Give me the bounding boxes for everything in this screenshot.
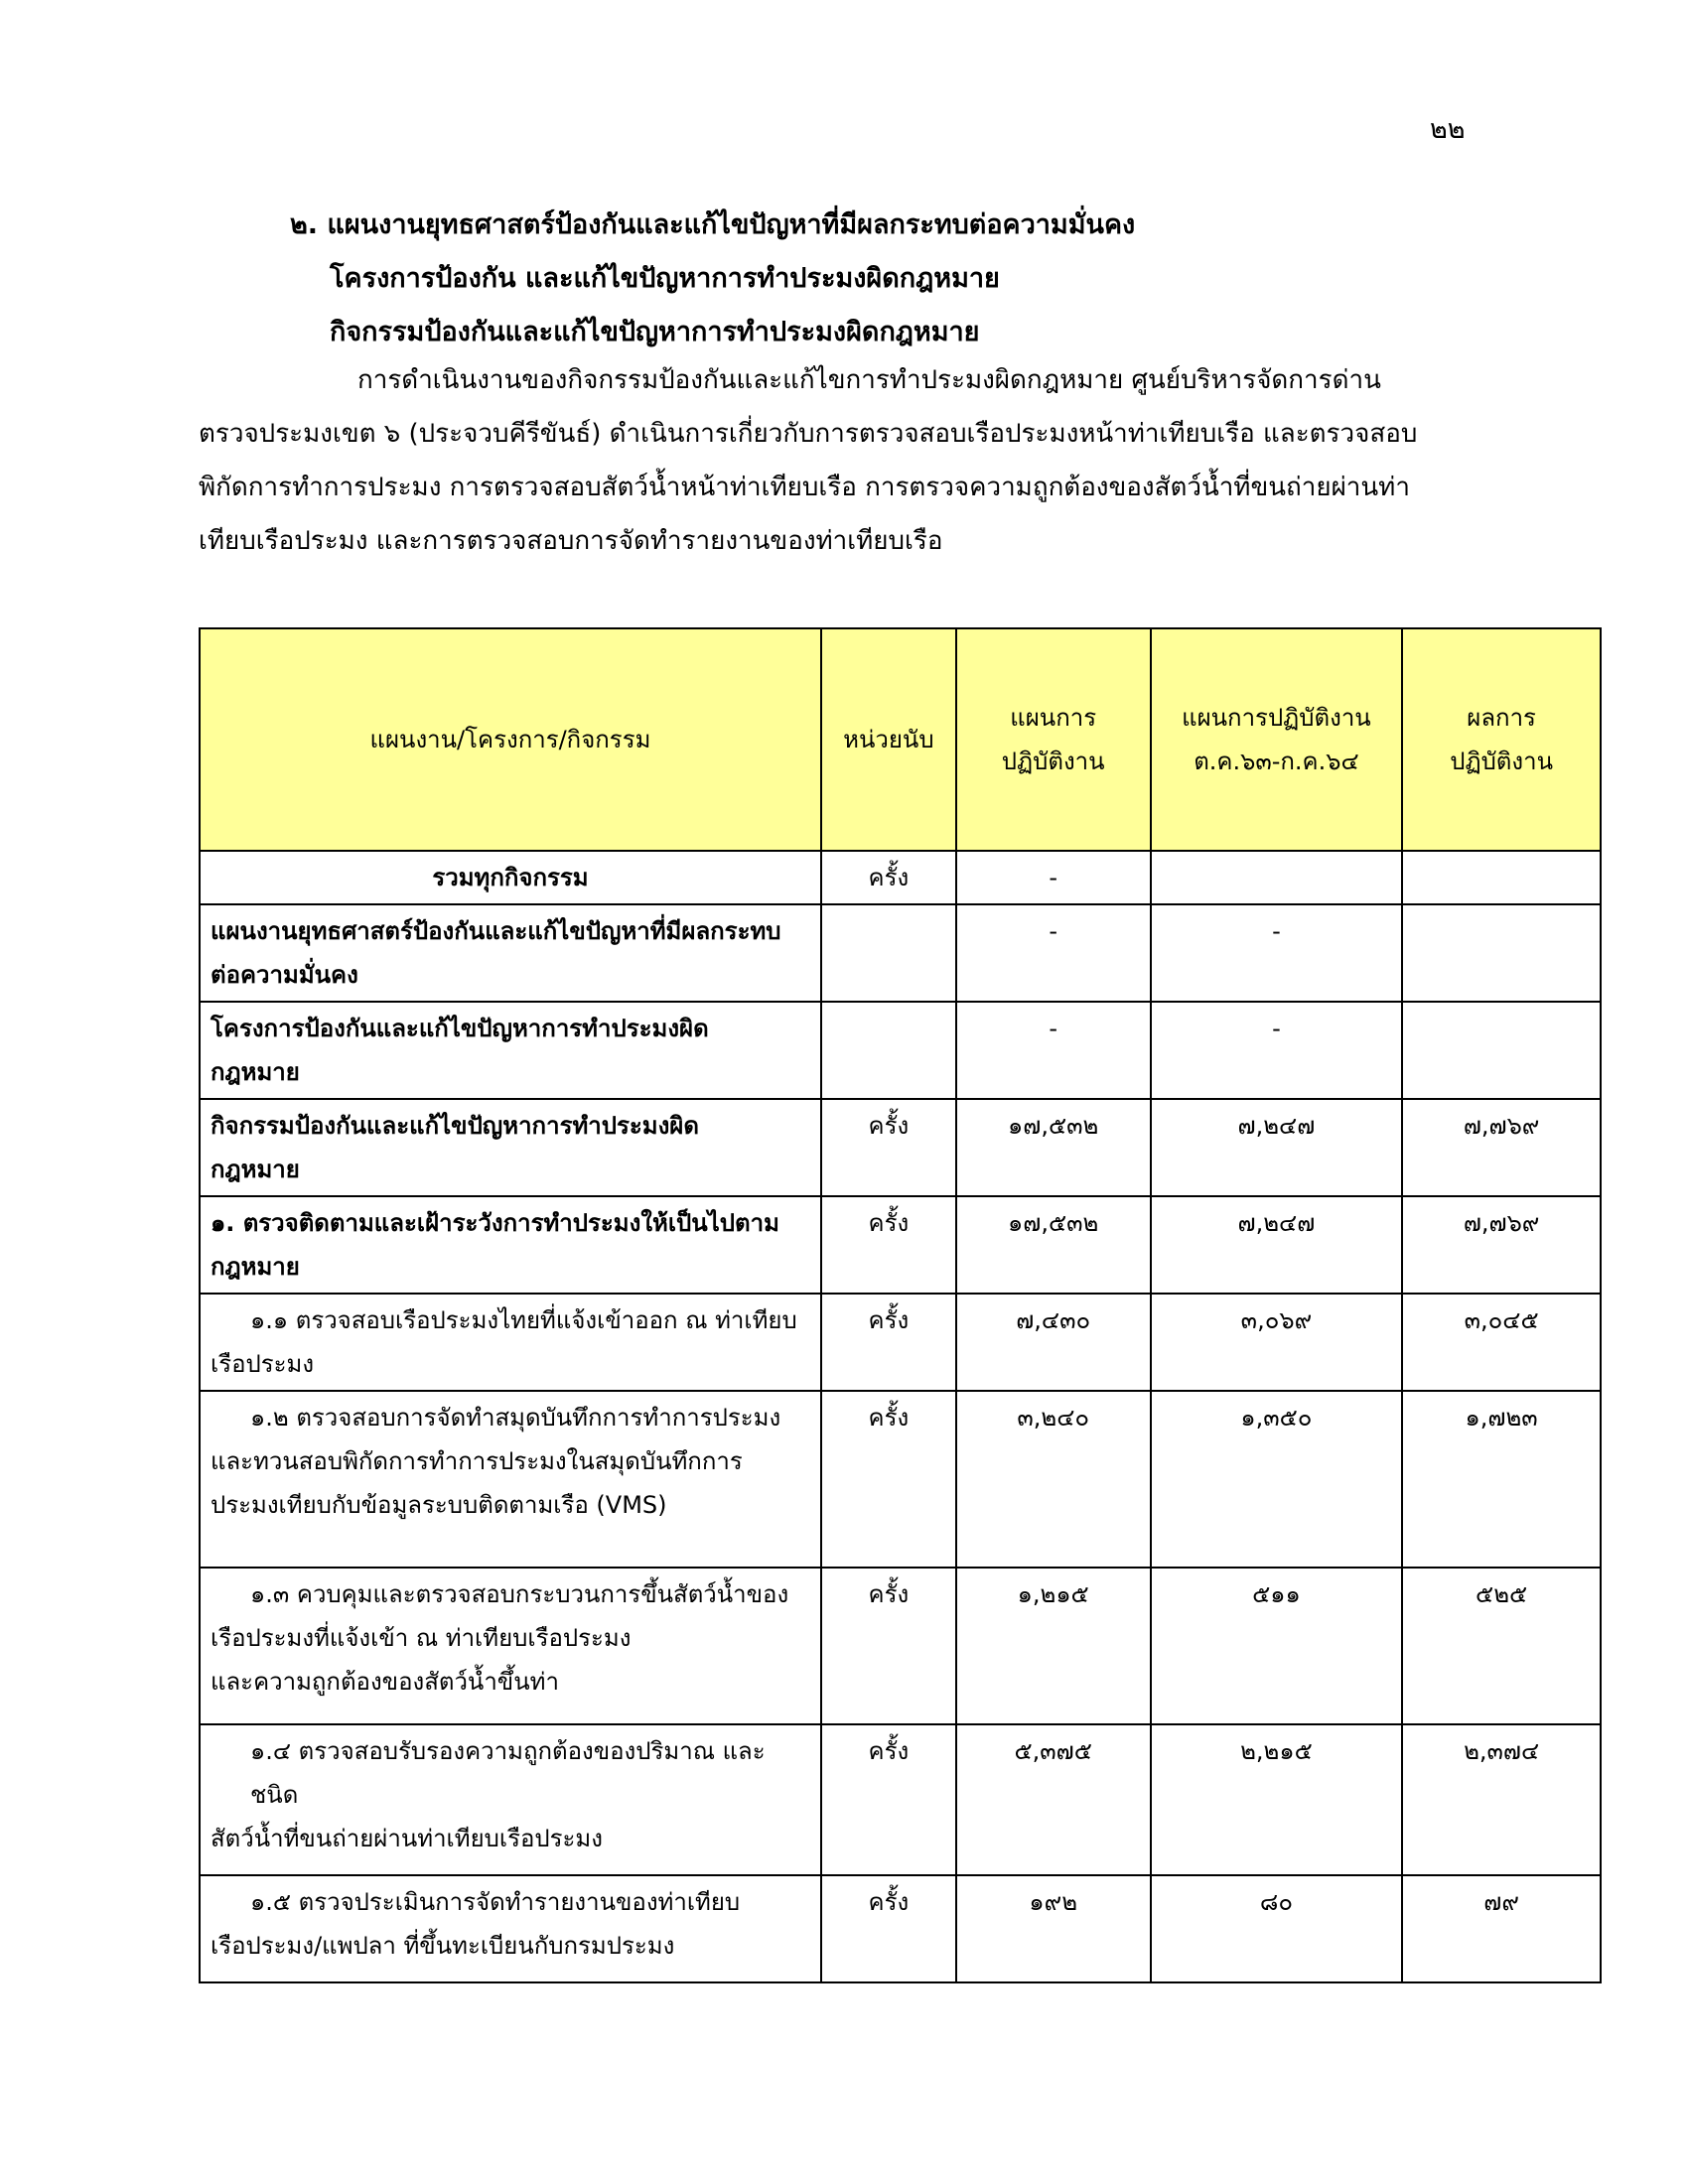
- row-result: [1402, 1002, 1601, 1099]
- row-plan-period: ๗,๒๔๗: [1151, 1196, 1403, 1294]
- row-plan-period: ๒,๒๑๕: [1151, 1724, 1403, 1875]
- row-unit: ครั้ง: [821, 1568, 956, 1724]
- row-label: โครงการป้องกันและแก้ไขปัญหาการทำประมงผิด กฎหมาย: [200, 1002, 821, 1099]
- table-row: [200, 1568, 1601, 1724]
- row-plan: ๑,๒๑๕: [956, 1568, 1151, 1724]
- row-plan-period: -: [1151, 1002, 1403, 1099]
- activity-heading: กิจกรรมป้องกันและแก้ไขปัญหาการทำประมงผิดกฎหมาย: [330, 317, 980, 347]
- row-result: ๕๒๕: [1402, 1568, 1601, 1724]
- row-unit: ครั้ง: [821, 1099, 956, 1196]
- table-row: [200, 851, 1601, 904]
- row-result: [1402, 851, 1601, 904]
- row-unit: ครั้ง: [821, 1724, 956, 1875]
- row-label: ๑.๕ ตรวจประเมินการจัดทำรายงานของท่าเทียบ เรือประมง/แพปลา ที่ขึ้นทะเบียนกับกรมประมง: [200, 1875, 821, 1982]
- row-result: ๑,๗๒๓: [1402, 1391, 1601, 1568]
- row-label: แผนงานยุทธศาสตร์ป้องกันและแก้ไขปัญหาที่มีผลกระทบ ต่อความมั่นคง: [200, 904, 821, 1002]
- row-plan-period: ๑,๓๕๐: [1151, 1391, 1403, 1568]
- row-label: ๑.๑ ตรวจสอบเรือประมงไทยที่แจ้งเข้าออก ณ ท่าเทียบ เรือประมง: [200, 1294, 821, 1391]
- row-unit: [821, 1002, 956, 1099]
- row-label: รวมทุกกิจกรรม: [200, 851, 821, 904]
- description-paragraph: [199, 353, 1489, 568]
- header-plan: แผนการ ปฏิบัติงาน: [956, 628, 1151, 851]
- row-plan-period: ๗,๒๔๗: [1151, 1099, 1403, 1196]
- header-activity: แผนงาน/โครงการ/กิจกรรม: [200, 628, 821, 851]
- table-header-row: [200, 628, 1601, 851]
- row-plan-period: ๘๐: [1151, 1875, 1403, 1982]
- table-row: [200, 1196, 1601, 1294]
- row-result: [1402, 904, 1601, 1002]
- header-unit: หน่วยนับ: [821, 628, 956, 851]
- header-plan-period: แผนการปฏิบัติงาน ต.ค.๖๓-ก.ค.๖๔: [1151, 628, 1403, 851]
- row-plan: ๓,๒๔๐: [956, 1391, 1151, 1568]
- row-unit: ครั้ง: [821, 1391, 956, 1568]
- page-number: ๒๒: [1430, 114, 1466, 145]
- row-result: ๗๙: [1402, 1875, 1601, 1982]
- row-result: ๗,๗๖๙: [1402, 1196, 1601, 1294]
- row-unit: ครั้ง: [821, 851, 956, 904]
- row-result: ๒,๓๗๔: [1402, 1724, 1601, 1875]
- row-label: ๑. ตรวจติดตามและเฝ้าระวังการทำประมงให้เป็นไปตาม กฎหมาย: [200, 1196, 821, 1294]
- row-label: ๑.๒ ตรวจสอบการจัดทำสมุดบันทึกการทำการประมง และทวนสอบพิกัดการทำการประมงในสมุดบันทึกการ ประมงเทียบกับข้อมูลระบบติดตามเรือ (VMS): [200, 1391, 821, 1568]
- row-unit: ครั้ง: [821, 1196, 956, 1294]
- table-row: [200, 1875, 1601, 1982]
- row-plan: ๑๗,๕๓๒: [956, 1099, 1151, 1196]
- project-heading: โครงการป้องกัน และแก้ไขปัญหาการทำประมงผิดกฎหมาย: [330, 263, 1000, 294]
- row-plan-period: ๓,๐๖๙: [1151, 1294, 1403, 1391]
- table-row: [200, 1099, 1601, 1196]
- table-row: [200, 1724, 1601, 1875]
- table-row: [200, 1294, 1601, 1391]
- paragraph-line: พิกัดการทำการประมง การตรวจสอบสัตว์น้ำหน้าท่าเทียบเรือ การตรวจความถูกต้องของสัตว์น้ำที่ขนถ่ายผ่านท่า: [199, 473, 1410, 502]
- row-plan: -: [956, 1002, 1151, 1099]
- row-label: ๑.๔ ตรวจสอบรับรองความถูกต้องของปริมาณ และชนิด สัตว์น้ำที่ขนถ่ายผ่านท่าเทียบเรือประมง: [200, 1724, 821, 1875]
- table-row: [200, 1391, 1601, 1568]
- row-label: กิจกรรมป้องกันและแก้ไขปัญหาการทำประมงผิด กฎหมาย: [200, 1099, 821, 1196]
- paragraph-line: เทียบเรือประมง และการตรวจสอบการจัดทำรายงานของท่าเทียบเรือ: [199, 526, 943, 556]
- section-headings: [290, 199, 1462, 359]
- header-result: ผลการ ปฏิบัติงาน: [1402, 628, 1601, 851]
- row-plan-period: -: [1151, 904, 1403, 1002]
- row-plan: ๑๙๒: [956, 1875, 1151, 1982]
- row-plan-period: [1151, 851, 1403, 904]
- table-row: [200, 904, 1601, 1002]
- row-plan: ๑๗,๕๓๒: [956, 1196, 1151, 1294]
- row-result: ๗,๗๖๙: [1402, 1099, 1601, 1196]
- row-plan: -: [956, 851, 1151, 904]
- paragraph-line: ตรวจประมงเขต ๖ (ประจวบคีรีขันธ์) ดำเนินการเกี่ยวกับการตรวจสอบเรือประมงหน้าท่าเทียบเรือ และตรวจสอบ: [199, 419, 1418, 449]
- row-unit: [821, 904, 956, 1002]
- row-result: ๓,๐๔๕: [1402, 1294, 1601, 1391]
- row-unit: ครั้ง: [821, 1875, 956, 1982]
- paragraph-line: การดำเนินงานของกิจกรรมป้องกันและแก้ไขการทำประมงผิดกฎหมาย ศูนย์บริหารจัดการด่าน: [357, 365, 1381, 395]
- row-plan: ๕,๓๗๕: [956, 1724, 1151, 1875]
- row-plan: -: [956, 904, 1151, 1002]
- row-plan: ๗,๔๓๐: [956, 1294, 1151, 1391]
- row-plan-period: ๕๑๑: [1151, 1568, 1403, 1724]
- row-label: ๑.๓ ควบคุมและตรวจสอบกระบวนการขึ้นสัตว์น้ำของ เรือประมงที่แจ้งเข้า ณ ท่าเทียบเรือประมง และความถูกต้องของสัตว์น้ำขึ้นท่า: [200, 1568, 821, 1724]
- plan-heading: ๒. แผนงานยุทธศาสตร์ป้องกันและแก้ไขปัญหาที่มีผลกระทบต่อความมั่นคง: [290, 209, 1136, 240]
- activity-table: [199, 627, 1602, 1983]
- table-row: [200, 1002, 1601, 1099]
- row-unit: ครั้ง: [821, 1294, 956, 1391]
